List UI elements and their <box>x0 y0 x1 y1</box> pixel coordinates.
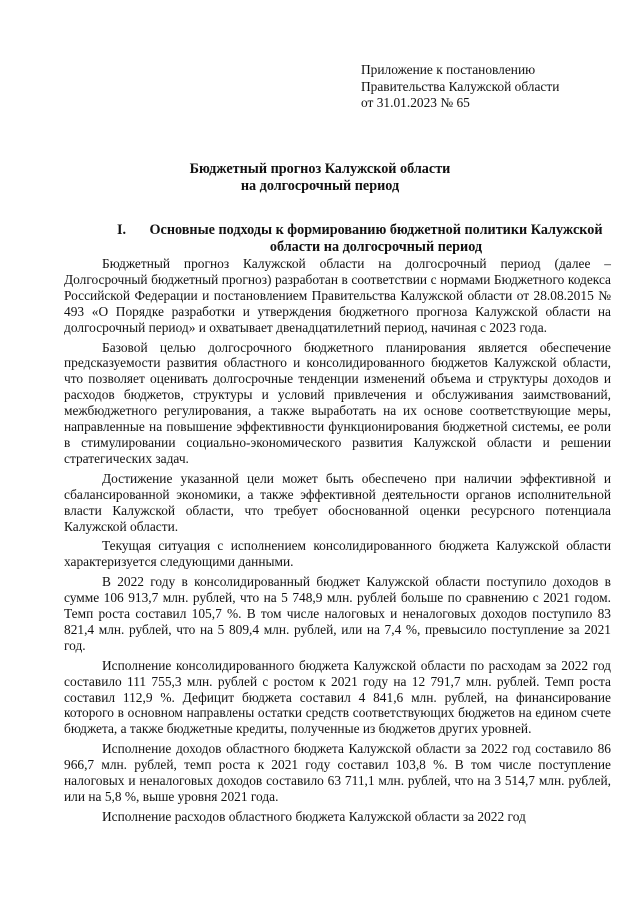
body-text <box>64 256 611 829</box>
section-number: I. <box>117 222 127 238</box>
document-title-line-1: Бюджетный прогноз Калужской области <box>189 161 451 177</box>
paragraph: Базовой целью долгосрочного бюджетного планирования является обеспечение предсказуемости развития областного и консолидированного бюджетов Калужской области, что позволяет оценивать долгосрочные тенденции изменений объема и структуры доходов и расходов бюджетов, структуры и условий привлечения и обслуживания заимствований, межбюджетного регулирования, а также выработать на их основе соответствующие меры, направленные на повышение эффективности функционирования бюджетной системы, ее роли в стимулировании социально-экономического развития Калужской области и решении стратегических задач. <box>64 339 611 466</box>
appendix-line-2: Правительства Калужской области <box>361 78 560 94</box>
section-heading <box>146 222 606 256</box>
section-heading-line-2: области на долгосрочный период <box>269 239 483 255</box>
paragraph: Достижение указанной цели может быть обеспечено при наличии эффективной и сбалансированной экономики, а также эффективной деятельности органов исполнительной власти Калужской области, что требует обоснованной оценки ресурсного потенциала Калужской области. <box>64 470 611 534</box>
paragraph: Исполнение доходов областного бюджета Калужской области за 2022 год составило 86 966,7 млн. рублей, темп роста к 2021 году составил 103,8 %. В том числе поступление налоговых и неналоговых доходов составило 63 711,1 млн. рублей, что на 3 514,7 млн. рублей, или на 5,8 %, выше уровня 2021 года. <box>64 741 611 804</box>
appendix-line-3: от 31.01.2023 № 65 <box>361 95 470 110</box>
paragraph: Бюджетный прогноз Калужской области на долгосрочный период (далее – Долгосрочный бюджетный прогноз) разработан в соответствии с нормами Бюджетного кодекса Российской Федерации и постановлением Правительства Калужской области от 28.08.2015 № 493 «О Порядке разработки и утверждения бюджетного прогноза Калужской области на долгосрочный период» и охватывает двенадцатилетний период, начиная с 2023 года. <box>64 256 611 335</box>
document-title <box>0 161 640 195</box>
paragraph: Исполнение консолидированного бюджета Калужской области по расходам за 2022 год составило 111 755,3 млн. рублей с ростом к 2021 году на 12 791,7 млн. рублей. Темп роста составил 112,9 %. Дефицит бюджета составил 4 841,6 млн. рублей, на финансирование которого в основном направлены остатки средств соответствующих бюджетов на едином счете бюджета, а также бюджетные кредиты, полученные из бюджетов других уровней. <box>64 657 611 737</box>
document-title-line-2: на долгосрочный период <box>240 178 400 194</box>
appendix-note <box>361 62 559 112</box>
section-heading-line-1: Основные подходы к формированию бюджетной политики Калужской <box>149 222 603 238</box>
paragraph: Исполнение расходов областного бюджета Калужской области за 2022 год <box>102 808 526 824</box>
paragraph: В 2022 году в консолидированный бюджет Калужской области поступило доходов в сумме 106 913,7 млн. рублей, что на 5 748,9 млн. рублей больше по сравнению с 2021 годом. Темп роста составил 105,7 %. В том числе налоговых и неналоговых доходов поступило 83 821,4 млн. рублей, что на 5 809,4 млн. рублей, или на 7,4 %, превысило поступление за 2021 год. <box>64 574 611 653</box>
appendix-line-1: Приложение к постановлению <box>361 62 536 77</box>
paragraph: Текущая ситуация с исполнением консолидированного бюджета Калужской области характеризуется следующими данными. <box>64 538 611 570</box>
